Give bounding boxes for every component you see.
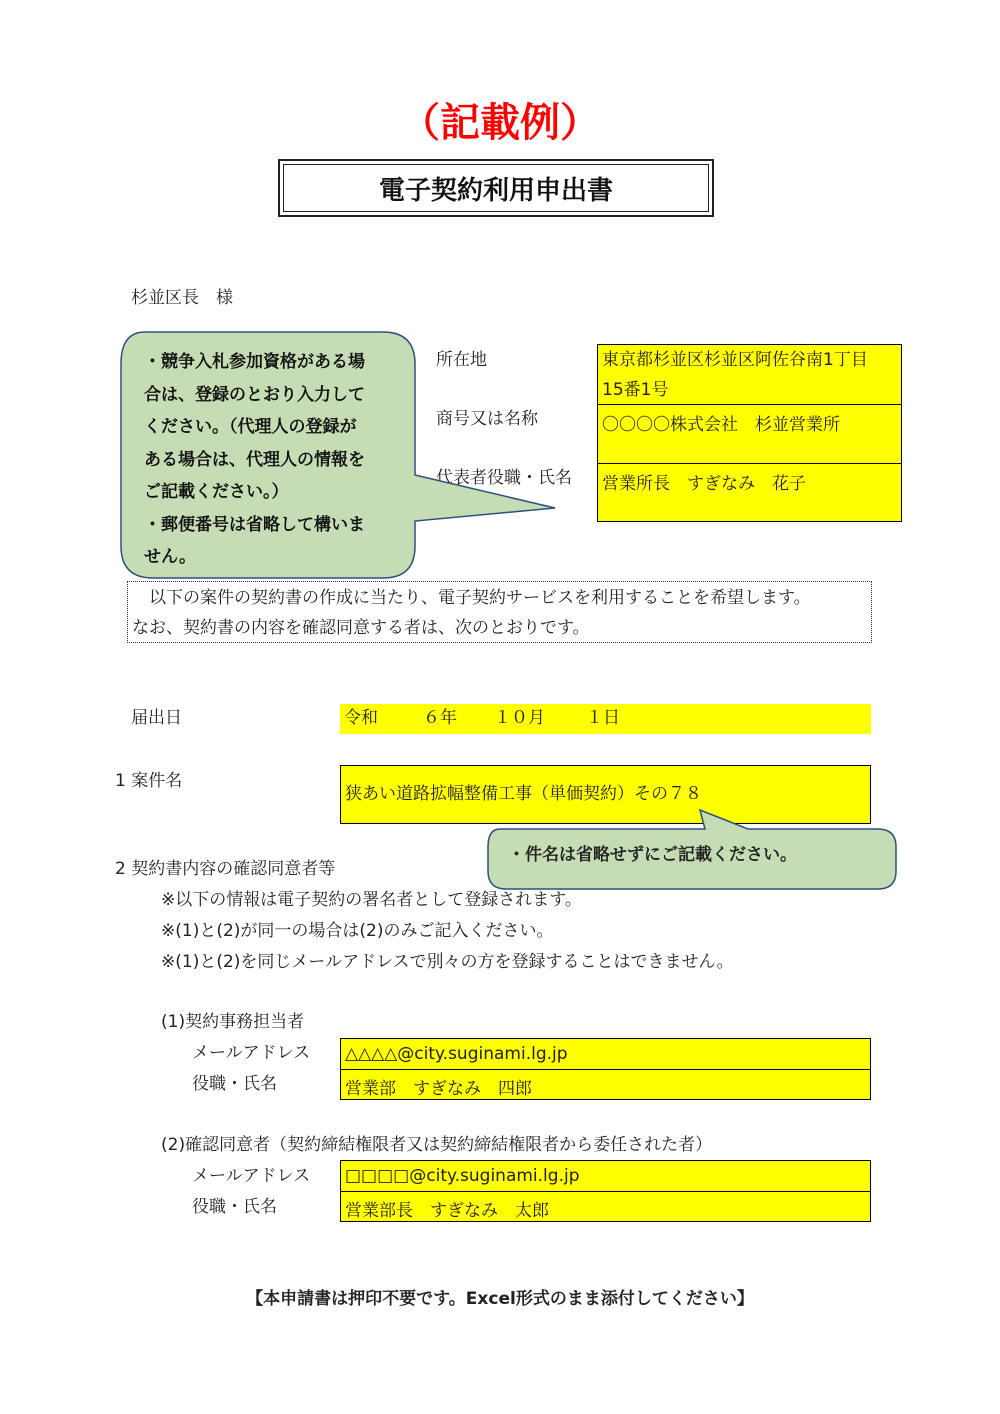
filing-date-label: 届出日 <box>131 708 182 728</box>
address-cell[interactable] <box>598 345 901 405</box>
address-value-line2: 15番1号 <box>602 380 669 400</box>
representative-label: 代表者役職・氏名 <box>436 468 572 488</box>
callout-project-text: ・件名は省略せずにご記載ください。 <box>508 845 797 865</box>
person1-email-value: △△△△@city.suginami.lg.jp <box>345 1044 568 1064</box>
person1-name-label: 役職・氏名 <box>192 1074 277 1094</box>
project-label: 1 案件名 <box>115 771 183 791</box>
person1-name-value: 営業部 すぎなみ 四郎 <box>345 1079 532 1099</box>
person1-email-label: メールアドレス <box>192 1043 311 1063</box>
statement-line1: 以下の案件の契約書の作成に当たり、電子契約サービスを利用することを希望します。 <box>132 588 811 608</box>
company-name-label: 商号又は名称 <box>436 409 538 429</box>
example-label: （記載例） <box>400 100 600 146</box>
callout-main-line: ある場合は、代理人の情報を <box>144 449 365 470</box>
person2-email-field[interactable] <box>341 1161 870 1192</box>
person2-name-label: 役職・氏名 <box>192 1197 277 1217</box>
callout-main-line: せん。 <box>144 547 197 567</box>
person2-email-label: メールアドレス <box>192 1166 311 1186</box>
callout-main-line: 合は、登録のとおり入力して <box>144 384 365 405</box>
filing-date-era: 令和 <box>344 708 378 728</box>
person2-heading: (2)確認同意者（契約締結権限者又は契約締結権限者から委任された者） <box>161 1135 713 1155</box>
project-value: 狭あい道路拡幅整備工事（単価契約）その７８ <box>345 784 702 804</box>
form-title-box <box>278 159 714 217</box>
confirmers-note: ※(1)と(2)を同じメールアドレスで別々の方を登録することはできません。 <box>161 952 734 972</box>
addressee: 杉並区長 様 <box>131 288 233 308</box>
company-name-cell[interactable] <box>598 405 901 464</box>
callout-main-line: ・郵便番号は省略して構いま <box>144 514 365 535</box>
callout-main-line: ください。（代理人の登録が <box>144 417 357 437</box>
filing-date-day: １日 <box>586 708 620 728</box>
address-value-line1: 東京都杉並区杉並区阿佐谷南1丁目 <box>602 350 868 370</box>
confirmers-note: ※以下の情報は電子契約の署名者として登録されます。 <box>161 890 582 910</box>
person1-email-field[interactable] <box>341 1039 870 1070</box>
representative-cell[interactable] <box>598 464 901 521</box>
person1-table <box>340 1038 871 1100</box>
callout-main-text <box>144 346 404 574</box>
person1-name-field[interactable] <box>341 1070 870 1099</box>
statement-line2: なお、契約書の内容を確認同意する者は、次のとおりです。 <box>132 618 590 638</box>
filing-date-month: １０月 <box>494 708 545 728</box>
statement-box <box>127 581 872 643</box>
person2-name-value: 営業部長 すぎなみ 太郎 <box>345 1201 549 1221</box>
person1-heading: (1)契約事務担当者 <box>161 1012 305 1032</box>
filing-date-field[interactable] <box>340 704 871 734</box>
confirmers-note: ※(1)と(2)が同一の場合は(2)のみご記入ください。 <box>161 921 554 941</box>
filing-date-year: ６年 <box>423 708 457 728</box>
company-name-value: 〇〇〇〇株式会社 杉並営業所 <box>602 415 840 435</box>
callout-main-line: ・競争入札参加資格がある場 <box>144 352 365 372</box>
address-label: 所在地 <box>436 350 487 370</box>
confirmers-heading: 2 契約書内容の確認同意者等 <box>115 859 336 879</box>
representative-value: 営業所長 すぎなみ 花子 <box>602 474 806 494</box>
applicant-table <box>597 344 902 522</box>
footer-note: 【本申請書は押印不要です。Excel形式のまま添付してください】 <box>246 1289 754 1309</box>
callout-main-line: ご記載ください。） <box>144 482 289 502</box>
person2-table <box>340 1160 871 1222</box>
form-title: 電子契約利用申出書 <box>283 164 709 212</box>
person2-name-field[interactable] <box>341 1192 870 1221</box>
person2-email-value: □□□□@city.suginami.lg.jp <box>345 1166 580 1186</box>
